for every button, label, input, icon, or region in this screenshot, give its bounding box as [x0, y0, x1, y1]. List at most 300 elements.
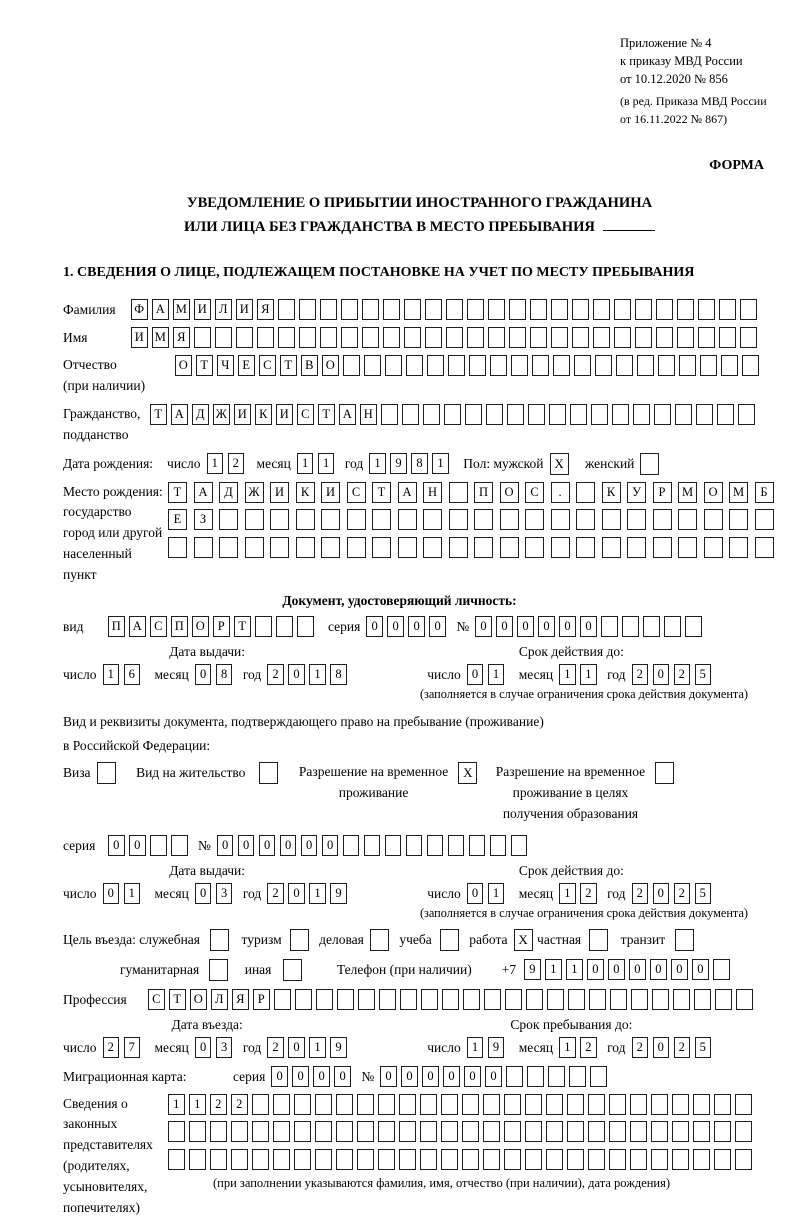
char-cell[interactable] — [735, 1121, 752, 1142]
char-cell[interactable] — [463, 989, 480, 1010]
char-cell[interactable] — [755, 537, 774, 558]
char-cell[interactable]: 0 — [671, 959, 688, 980]
char-cell[interactable] — [486, 404, 503, 425]
char-cell[interactable]: Ж — [245, 482, 264, 503]
char-cell[interactable] — [469, 835, 486, 856]
char-cell[interactable] — [462, 1149, 479, 1170]
char-cell[interactable]: 1 — [297, 453, 314, 474]
char-cell[interactable] — [420, 1149, 437, 1170]
char-cell[interactable] — [273, 1149, 290, 1170]
char-cell[interactable] — [698, 327, 715, 348]
char-cell[interactable] — [295, 989, 312, 1010]
char-cell[interactable]: Ф — [131, 299, 148, 320]
char-cell[interactable]: 9 — [488, 1037, 505, 1058]
char-cell[interactable] — [509, 299, 526, 320]
char-cell[interactable] — [425, 327, 442, 348]
char-cell[interactable]: 2 — [210, 1094, 227, 1115]
char-cell[interactable] — [551, 327, 568, 348]
char-cell[interactable] — [194, 327, 211, 348]
char-cell[interactable] — [595, 355, 612, 376]
char-cell[interactable] — [714, 1094, 731, 1115]
char-cell[interactable] — [343, 835, 360, 856]
char-cell[interactable]: 1 — [207, 453, 224, 474]
char-cell[interactable] — [551, 299, 568, 320]
char-cell[interactable] — [462, 1094, 479, 1115]
char-cell[interactable] — [364, 835, 381, 856]
char-cell[interactable]: О — [190, 989, 207, 1010]
char-cell[interactable] — [210, 1121, 227, 1142]
char-cell[interactable]: 2 — [674, 664, 691, 685]
char-cell[interactable]: 2 — [674, 1037, 691, 1058]
char-cell[interactable]: М — [173, 299, 190, 320]
char-cell[interactable] — [673, 989, 690, 1010]
char-cell[interactable]: С — [150, 616, 167, 637]
char-cell[interactable]: 2 — [231, 1094, 248, 1115]
char-cell[interactable] — [385, 835, 402, 856]
char-cell[interactable]: 1 — [309, 1037, 326, 1058]
char-cell[interactable]: З — [194, 509, 213, 530]
char-cell[interactable]: 1 — [309, 664, 326, 685]
char-cell[interactable] — [609, 1149, 626, 1170]
char-cell[interactable] — [259, 762, 278, 784]
char-cell[interactable] — [483, 1094, 500, 1115]
char-cell[interactable]: А — [171, 404, 188, 425]
char-cell[interactable]: 0 — [380, 1066, 397, 1087]
char-cell[interactable] — [740, 327, 757, 348]
char-cell[interactable]: И — [270, 482, 289, 503]
char-cell[interactable]: Т — [150, 404, 167, 425]
char-cell[interactable] — [551, 537, 570, 558]
char-cell[interactable]: 1 — [432, 453, 449, 474]
char-cell[interactable] — [231, 1149, 248, 1170]
char-cell[interactable] — [528, 404, 545, 425]
char-cell[interactable]: 1 — [309, 883, 326, 904]
char-cell[interactable]: 0 — [692, 959, 709, 980]
char-cell[interactable] — [546, 1094, 563, 1115]
char-cell[interactable] — [693, 1094, 710, 1115]
char-cell[interactable] — [488, 327, 505, 348]
char-cell[interactable] — [484, 989, 501, 1010]
char-cell[interactable] — [672, 1094, 689, 1115]
char-cell[interactable]: 0 — [538, 616, 555, 637]
char-cell[interactable]: Т — [318, 404, 335, 425]
char-cell[interactable]: А — [129, 616, 146, 637]
char-cell[interactable]: X — [458, 762, 477, 784]
char-cell[interactable] — [467, 327, 484, 348]
char-cell[interactable]: 0 — [485, 1066, 502, 1087]
char-cell[interactable] — [677, 327, 694, 348]
char-cell[interactable]: О — [500, 482, 519, 503]
char-cell[interactable] — [448, 355, 465, 376]
char-cell[interactable] — [693, 1121, 710, 1142]
char-cell[interactable] — [693, 1149, 710, 1170]
char-cell[interactable]: 0 — [467, 664, 484, 685]
char-cell[interactable] — [488, 299, 505, 320]
char-cell[interactable] — [651, 1094, 668, 1115]
char-cell[interactable] — [372, 537, 391, 558]
char-cell[interactable]: 0 — [301, 835, 318, 856]
char-cell[interactable]: 9 — [390, 453, 407, 474]
char-cell[interactable]: 3 — [216, 883, 233, 904]
char-cell[interactable] — [630, 1094, 647, 1115]
char-cell[interactable] — [252, 1121, 269, 1142]
char-cell[interactable] — [567, 1121, 584, 1142]
char-cell[interactable]: А — [152, 299, 169, 320]
char-cell[interactable] — [574, 355, 591, 376]
char-cell[interactable] — [549, 404, 566, 425]
char-cell[interactable] — [336, 1094, 353, 1115]
char-cell[interactable] — [547, 989, 564, 1010]
char-cell[interactable] — [399, 1094, 416, 1115]
char-cell[interactable]: 2 — [632, 664, 649, 685]
char-cell[interactable]: 1 — [467, 1037, 484, 1058]
char-cell[interactable] — [399, 1121, 416, 1142]
char-cell[interactable]: 0 — [650, 959, 667, 980]
char-cell[interactable] — [740, 299, 757, 320]
char-cell[interactable]: 0 — [653, 1037, 670, 1058]
char-cell[interactable]: 1 — [103, 664, 120, 685]
char-cell[interactable] — [490, 355, 507, 376]
char-cell[interactable] — [504, 1094, 521, 1115]
char-cell[interactable] — [210, 1149, 227, 1170]
char-cell[interactable] — [656, 299, 673, 320]
char-cell[interactable]: 0 — [429, 616, 446, 637]
char-cell[interactable] — [402, 404, 419, 425]
char-cell[interactable] — [347, 509, 366, 530]
char-cell[interactable]: 0 — [443, 1066, 460, 1087]
char-cell[interactable]: 1 — [189, 1094, 206, 1115]
char-cell[interactable] — [378, 1094, 395, 1115]
char-cell[interactable] — [337, 989, 354, 1010]
char-cell[interactable]: 2 — [632, 883, 649, 904]
char-cell[interactable]: У — [627, 482, 646, 503]
char-cell[interactable] — [735, 1094, 752, 1115]
char-cell[interactable] — [736, 989, 753, 1010]
char-cell[interactable]: 5 — [695, 664, 712, 685]
char-cell[interactable] — [755, 509, 774, 530]
char-cell[interactable]: 0 — [496, 616, 513, 637]
char-cell[interactable] — [652, 989, 669, 1010]
char-cell[interactable]: 0 — [195, 883, 212, 904]
char-cell[interactable] — [270, 509, 289, 530]
char-cell[interactable] — [449, 537, 468, 558]
char-cell[interactable] — [372, 509, 391, 530]
char-cell[interactable] — [336, 1149, 353, 1170]
char-cell[interactable] — [530, 299, 547, 320]
char-cell[interactable] — [378, 1121, 395, 1142]
char-cell[interactable] — [294, 1121, 311, 1142]
char-cell[interactable] — [738, 404, 755, 425]
char-cell[interactable] — [294, 1149, 311, 1170]
char-cell[interactable]: 1 — [580, 664, 597, 685]
char-cell[interactable] — [704, 509, 723, 530]
char-cell[interactable] — [398, 537, 417, 558]
char-cell[interactable] — [474, 509, 493, 530]
char-cell[interactable]: А — [339, 404, 356, 425]
char-cell[interactable] — [315, 1121, 332, 1142]
char-cell[interactable] — [449, 482, 468, 503]
char-cell[interactable] — [616, 355, 633, 376]
char-cell[interactable]: 1 — [369, 453, 386, 474]
char-cell[interactable] — [270, 537, 289, 558]
char-cell[interactable] — [171, 835, 188, 856]
char-cell[interactable] — [449, 509, 468, 530]
char-cell[interactable]: Т — [280, 355, 297, 376]
char-cell[interactable] — [469, 355, 486, 376]
char-cell[interactable] — [610, 989, 627, 1010]
char-cell[interactable]: Т — [169, 989, 186, 1010]
char-cell[interactable] — [569, 1066, 586, 1087]
char-cell[interactable]: 0 — [129, 835, 146, 856]
char-cell[interactable] — [719, 299, 736, 320]
char-cell[interactable] — [525, 1094, 542, 1115]
char-cell[interactable]: 5 — [695, 883, 712, 904]
char-cell[interactable] — [290, 929, 309, 951]
char-cell[interactable] — [576, 509, 595, 530]
char-cell[interactable] — [672, 1149, 689, 1170]
char-cell[interactable] — [715, 989, 732, 1010]
char-cell[interactable] — [576, 537, 595, 558]
char-cell[interactable]: Н — [423, 482, 442, 503]
char-cell[interactable]: К — [296, 482, 315, 503]
char-cell[interactable] — [483, 1149, 500, 1170]
char-cell[interactable] — [97, 762, 116, 784]
char-cell[interactable] — [525, 1149, 542, 1170]
char-cell[interactable]: 0 — [401, 1066, 418, 1087]
char-cell[interactable]: 0 — [103, 883, 120, 904]
char-cell[interactable] — [427, 355, 444, 376]
char-cell[interactable]: 1 — [559, 1037, 576, 1058]
char-cell[interactable] — [321, 537, 340, 558]
char-cell[interactable] — [567, 1094, 584, 1115]
char-cell[interactable] — [721, 355, 738, 376]
char-cell[interactable]: А — [398, 482, 417, 503]
char-cell[interactable] — [614, 299, 631, 320]
char-cell[interactable] — [713, 959, 730, 980]
char-cell[interactable] — [357, 1149, 374, 1170]
char-cell[interactable] — [609, 1121, 626, 1142]
char-cell[interactable] — [378, 1149, 395, 1170]
char-cell[interactable] — [590, 1066, 607, 1087]
char-cell[interactable] — [589, 929, 608, 951]
char-cell[interactable] — [274, 989, 291, 1010]
char-cell[interactable] — [209, 959, 228, 981]
char-cell[interactable] — [546, 1149, 563, 1170]
char-cell[interactable] — [553, 355, 570, 376]
char-cell[interactable] — [273, 1094, 290, 1115]
char-cell[interactable] — [383, 299, 400, 320]
char-cell[interactable] — [168, 1149, 185, 1170]
char-cell[interactable] — [236, 327, 253, 348]
char-cell[interactable] — [404, 327, 421, 348]
char-cell[interactable]: 0 — [313, 1066, 330, 1087]
char-cell[interactable]: И — [194, 299, 211, 320]
char-cell[interactable] — [525, 537, 544, 558]
char-cell[interactable]: 8 — [216, 664, 233, 685]
char-cell[interactable] — [678, 537, 697, 558]
char-cell[interactable] — [593, 299, 610, 320]
char-cell[interactable] — [635, 327, 652, 348]
char-cell[interactable]: 0 — [517, 616, 534, 637]
char-cell[interactable] — [588, 1149, 605, 1170]
char-cell[interactable]: 0 — [334, 1066, 351, 1087]
char-cell[interactable]: 2 — [267, 883, 284, 904]
char-cell[interactable]: Н — [360, 404, 377, 425]
char-cell[interactable] — [627, 537, 646, 558]
char-cell[interactable] — [315, 1094, 332, 1115]
char-cell[interactable] — [231, 1121, 248, 1142]
char-cell[interactable]: 8 — [330, 664, 347, 685]
char-cell[interactable]: 0 — [653, 664, 670, 685]
char-cell[interactable] — [252, 1094, 269, 1115]
char-cell[interactable]: 5 — [695, 1037, 712, 1058]
char-cell[interactable] — [150, 835, 167, 856]
char-cell[interactable]: 9 — [330, 883, 347, 904]
char-cell[interactable] — [504, 1121, 521, 1142]
char-cell[interactable] — [320, 327, 337, 348]
char-cell[interactable]: X — [514, 929, 533, 951]
char-cell[interactable] — [572, 299, 589, 320]
char-cell[interactable] — [525, 509, 544, 530]
char-cell[interactable]: 0 — [464, 1066, 481, 1087]
char-cell[interactable] — [601, 616, 618, 637]
char-cell[interactable] — [735, 1149, 752, 1170]
char-cell[interactable]: О — [704, 482, 723, 503]
char-cell[interactable] — [278, 299, 295, 320]
char-cell[interactable] — [588, 1094, 605, 1115]
char-cell[interactable] — [546, 1121, 563, 1142]
char-cell[interactable] — [700, 355, 717, 376]
char-cell[interactable] — [570, 404, 587, 425]
char-cell[interactable] — [548, 1066, 565, 1087]
char-cell[interactable]: Я — [232, 989, 249, 1010]
char-cell[interactable] — [398, 509, 417, 530]
char-cell[interactable] — [362, 327, 379, 348]
char-cell[interactable]: 7 — [124, 1037, 141, 1058]
char-cell[interactable] — [347, 537, 366, 558]
char-cell[interactable] — [245, 537, 264, 558]
char-cell[interactable] — [219, 537, 238, 558]
char-cell[interactable]: 1 — [545, 959, 562, 980]
char-cell[interactable] — [210, 929, 229, 951]
char-cell[interactable] — [315, 1149, 332, 1170]
char-cell[interactable]: Ч — [217, 355, 234, 376]
char-cell[interactable] — [283, 959, 302, 981]
char-cell[interactable] — [427, 835, 444, 856]
char-cell[interactable] — [423, 537, 442, 558]
char-cell[interactable] — [321, 509, 340, 530]
char-cell[interactable] — [276, 616, 293, 637]
char-cell[interactable] — [168, 1121, 185, 1142]
char-cell[interactable]: П — [171, 616, 188, 637]
char-cell[interactable]: С — [259, 355, 276, 376]
char-cell[interactable] — [423, 404, 440, 425]
char-cell[interactable] — [296, 509, 315, 530]
char-cell[interactable] — [189, 1149, 206, 1170]
char-cell[interactable] — [637, 355, 654, 376]
char-cell[interactable]: 0 — [387, 616, 404, 637]
char-cell[interactable] — [483, 1121, 500, 1142]
char-cell[interactable]: Я — [257, 299, 274, 320]
char-cell[interactable] — [602, 537, 621, 558]
char-cell[interactable] — [500, 509, 519, 530]
char-cell[interactable] — [630, 1149, 647, 1170]
char-cell[interactable]: М — [678, 482, 697, 503]
char-cell[interactable]: 0 — [292, 1066, 309, 1087]
char-cell[interactable] — [633, 404, 650, 425]
char-cell[interactable] — [296, 537, 315, 558]
char-cell[interactable] — [658, 355, 675, 376]
char-cell[interactable] — [194, 537, 213, 558]
char-cell[interactable] — [714, 1121, 731, 1142]
char-cell[interactable]: 2 — [580, 1037, 597, 1058]
char-cell[interactable] — [655, 762, 674, 784]
char-cell[interactable] — [245, 509, 264, 530]
char-cell[interactable]: Л — [215, 299, 232, 320]
char-cell[interactable] — [168, 537, 187, 558]
char-cell[interactable]: Т — [234, 616, 251, 637]
char-cell[interactable] — [406, 835, 423, 856]
char-cell[interactable] — [357, 1094, 374, 1115]
char-cell[interactable]: И — [131, 327, 148, 348]
char-cell[interactable] — [651, 1121, 668, 1142]
char-cell[interactable] — [420, 1094, 437, 1115]
char-cell[interactable]: П — [108, 616, 125, 637]
char-cell[interactable]: Я — [173, 327, 190, 348]
char-cell[interactable] — [678, 509, 697, 530]
char-cell[interactable]: Р — [213, 616, 230, 637]
char-cell[interactable]: Р — [253, 989, 270, 1010]
char-cell[interactable] — [294, 1094, 311, 1115]
char-cell[interactable] — [320, 299, 337, 320]
char-cell[interactable] — [336, 1121, 353, 1142]
char-cell[interactable]: 1 — [488, 883, 505, 904]
char-cell[interactable] — [420, 1121, 437, 1142]
char-cell[interactable] — [506, 1066, 523, 1087]
char-cell[interactable]: 2 — [267, 1037, 284, 1058]
char-cell[interactable] — [612, 404, 629, 425]
char-cell[interactable]: 0 — [288, 1037, 305, 1058]
char-cell[interactable] — [442, 989, 459, 1010]
char-cell[interactable] — [423, 509, 442, 530]
char-cell[interactable] — [630, 1121, 647, 1142]
char-cell[interactable] — [654, 404, 671, 425]
char-cell[interactable] — [385, 355, 402, 376]
char-cell[interactable]: 0 — [629, 959, 646, 980]
char-cell[interactable] — [567, 1149, 584, 1170]
char-cell[interactable] — [643, 616, 660, 637]
char-cell[interactable] — [278, 327, 295, 348]
char-cell[interactable]: А — [194, 482, 213, 503]
char-cell[interactable] — [664, 616, 681, 637]
char-cell[interactable]: М — [729, 482, 748, 503]
char-cell[interactable]: Т — [372, 482, 391, 503]
char-cell[interactable] — [505, 989, 522, 1010]
char-cell[interactable] — [576, 482, 595, 503]
char-cell[interactable]: Т — [168, 482, 187, 503]
char-cell[interactable] — [297, 616, 314, 637]
char-cell[interactable] — [651, 1149, 668, 1170]
char-cell[interactable] — [219, 509, 238, 530]
char-cell[interactable]: 9 — [330, 1037, 347, 1058]
char-cell[interactable] — [614, 327, 631, 348]
char-cell[interactable] — [677, 299, 694, 320]
char-cell[interactable]: К — [255, 404, 272, 425]
char-cell[interactable] — [635, 299, 652, 320]
char-cell[interactable]: П — [474, 482, 493, 503]
char-cell[interactable] — [719, 327, 736, 348]
char-cell[interactable]: 3 — [216, 1037, 233, 1058]
